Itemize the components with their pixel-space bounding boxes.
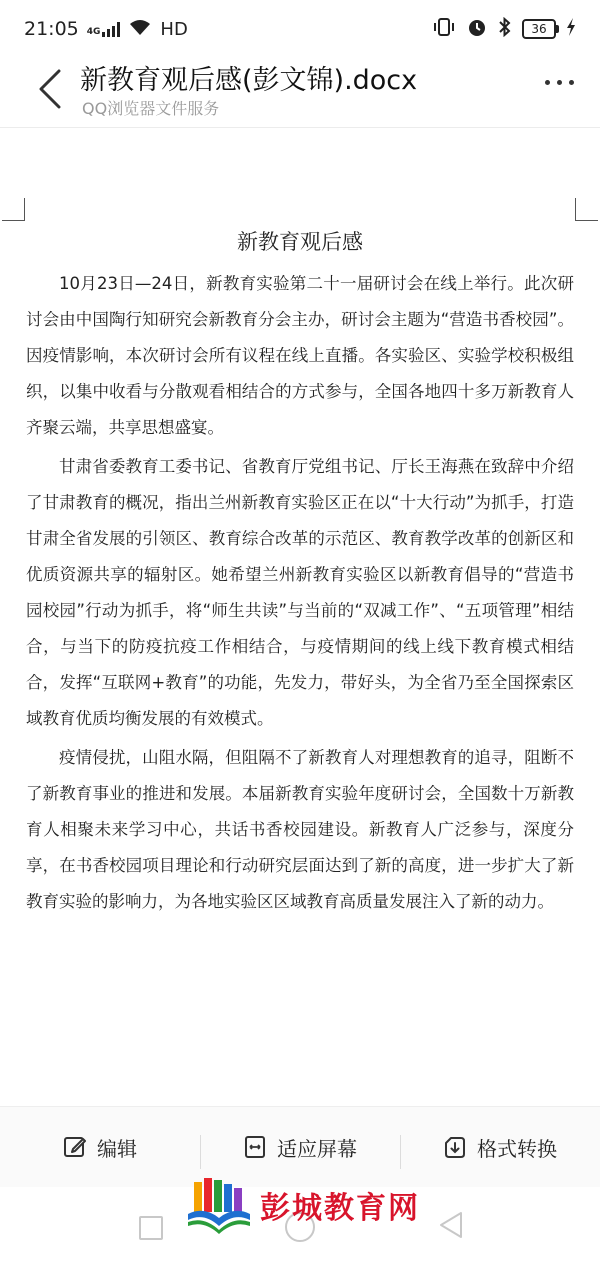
- page-subtitle: QQ浏览器文件服务: [82, 99, 220, 118]
- page-title: 新教育观后感(彭文锦).docx: [80, 65, 418, 96]
- edit-icon: [63, 1135, 87, 1159]
- status-bar-right: [432, 16, 576, 43]
- signal-icon: [87, 21, 121, 37]
- format-convert-icon: [443, 1135, 467, 1159]
- app-header: [0, 58, 600, 128]
- watermark: [186, 1174, 446, 1236]
- wifi-icon: [128, 18, 152, 41]
- fit-screen-button[interactable]: [200, 1133, 400, 1162]
- more-dot-icon: [545, 80, 550, 85]
- battery-icon: [522, 19, 556, 39]
- page-corner-mark: [575, 198, 598, 221]
- watermark-text: 彭城教育网: [260, 1191, 420, 1226]
- bluetooth-icon: [498, 17, 512, 42]
- edit-label: 编辑: [97, 1136, 137, 1161]
- back-button[interactable]: [30, 64, 70, 114]
- status-time: 21:05: [24, 18, 79, 40]
- recent-apps-button[interactable]: [139, 1216, 163, 1240]
- document-paragraph: 甘肃省委教育工委书记、省教育厅党组书记、厅长王海燕在致辞中介绍了甘肃教育的概况，指出兰州新教育实验区正在以“十大行动”为抓手，打造甘肃全省发展的引领区、教育综合改革的示范区、教育教学改革的创新区和优质资源共享的辐射区。她希望兰州新教育实验区以新教育倡导的“营造书园校园”行动为抓手，将“师生共读”与当前的“双减工作”、“五项管理”相结合，与当下的防疫抗疫工作相结合，与疫情期间的线上线下教育模式相结合，发挥“互联网+教育”的功能，先发力，带好头，为全省乃至全国探索区域教育优质均衡发展的有效模式。: [26, 457, 574, 728]
- network-type: 4G: [86, 27, 101, 37]
- format-convert-button[interactable]: [400, 1133, 600, 1162]
- edit-button[interactable]: [0, 1133, 200, 1162]
- document-paragraph: 疫情侵扰，山阻水隔，但阻隔不了新教育人对理想教育的追寻，阻断不了新教育事业的推进和发展。本届新教育实验年度研讨会，全国数十万新教育人相聚未来学习中心，共话书香校园建设。新教育人广泛参与，深度分享，在书香校园项目理论和行动研究层面达到了新的高度，进一步扩大了新教育实验的影响力，为各地实验区区域教育高质量发展注入了新的动力。: [26, 748, 574, 911]
- more-dot-icon: [569, 80, 574, 85]
- charging-icon: [566, 18, 576, 41]
- book-logo-icon: [186, 1176, 252, 1234]
- alarm-icon: [466, 16, 488, 43]
- more-dot-icon: [557, 80, 562, 85]
- format-convert-label: 格式转换: [477, 1136, 557, 1161]
- chevron-left-icon: [37, 69, 63, 109]
- vibrate-icon: [432, 17, 456, 42]
- hd-label: HD: [160, 18, 188, 40]
- status-bar: [0, 0, 600, 58]
- fit-screen-label: 适应屏幕: [277, 1136, 357, 1161]
- document-content: [26, 220, 574, 923]
- status-bar-left: [24, 18, 188, 41]
- more-options-button[interactable]: [545, 80, 574, 85]
- document-paragraph: 10月23日—24日，新教育实验第二十一届研讨会在线上举行。此次研讨会由中国陶行知研究会新教育分会主办，研讨会主题为“营造书香校园”。因疫情影响，本次研讨会所有议程在线上直播。各实验区、实验学校积极组织，以集中收看与分散观看相结合的方式参与，全国各地四十多万新教育人齐聚云端，共享思想盛宴。: [26, 274, 574, 437]
- fit-screen-icon: [243, 1135, 267, 1159]
- page-corner-mark: [2, 198, 25, 221]
- document-title: 新教育观后感: [237, 230, 363, 254]
- battery-level: 36: [531, 22, 547, 36]
